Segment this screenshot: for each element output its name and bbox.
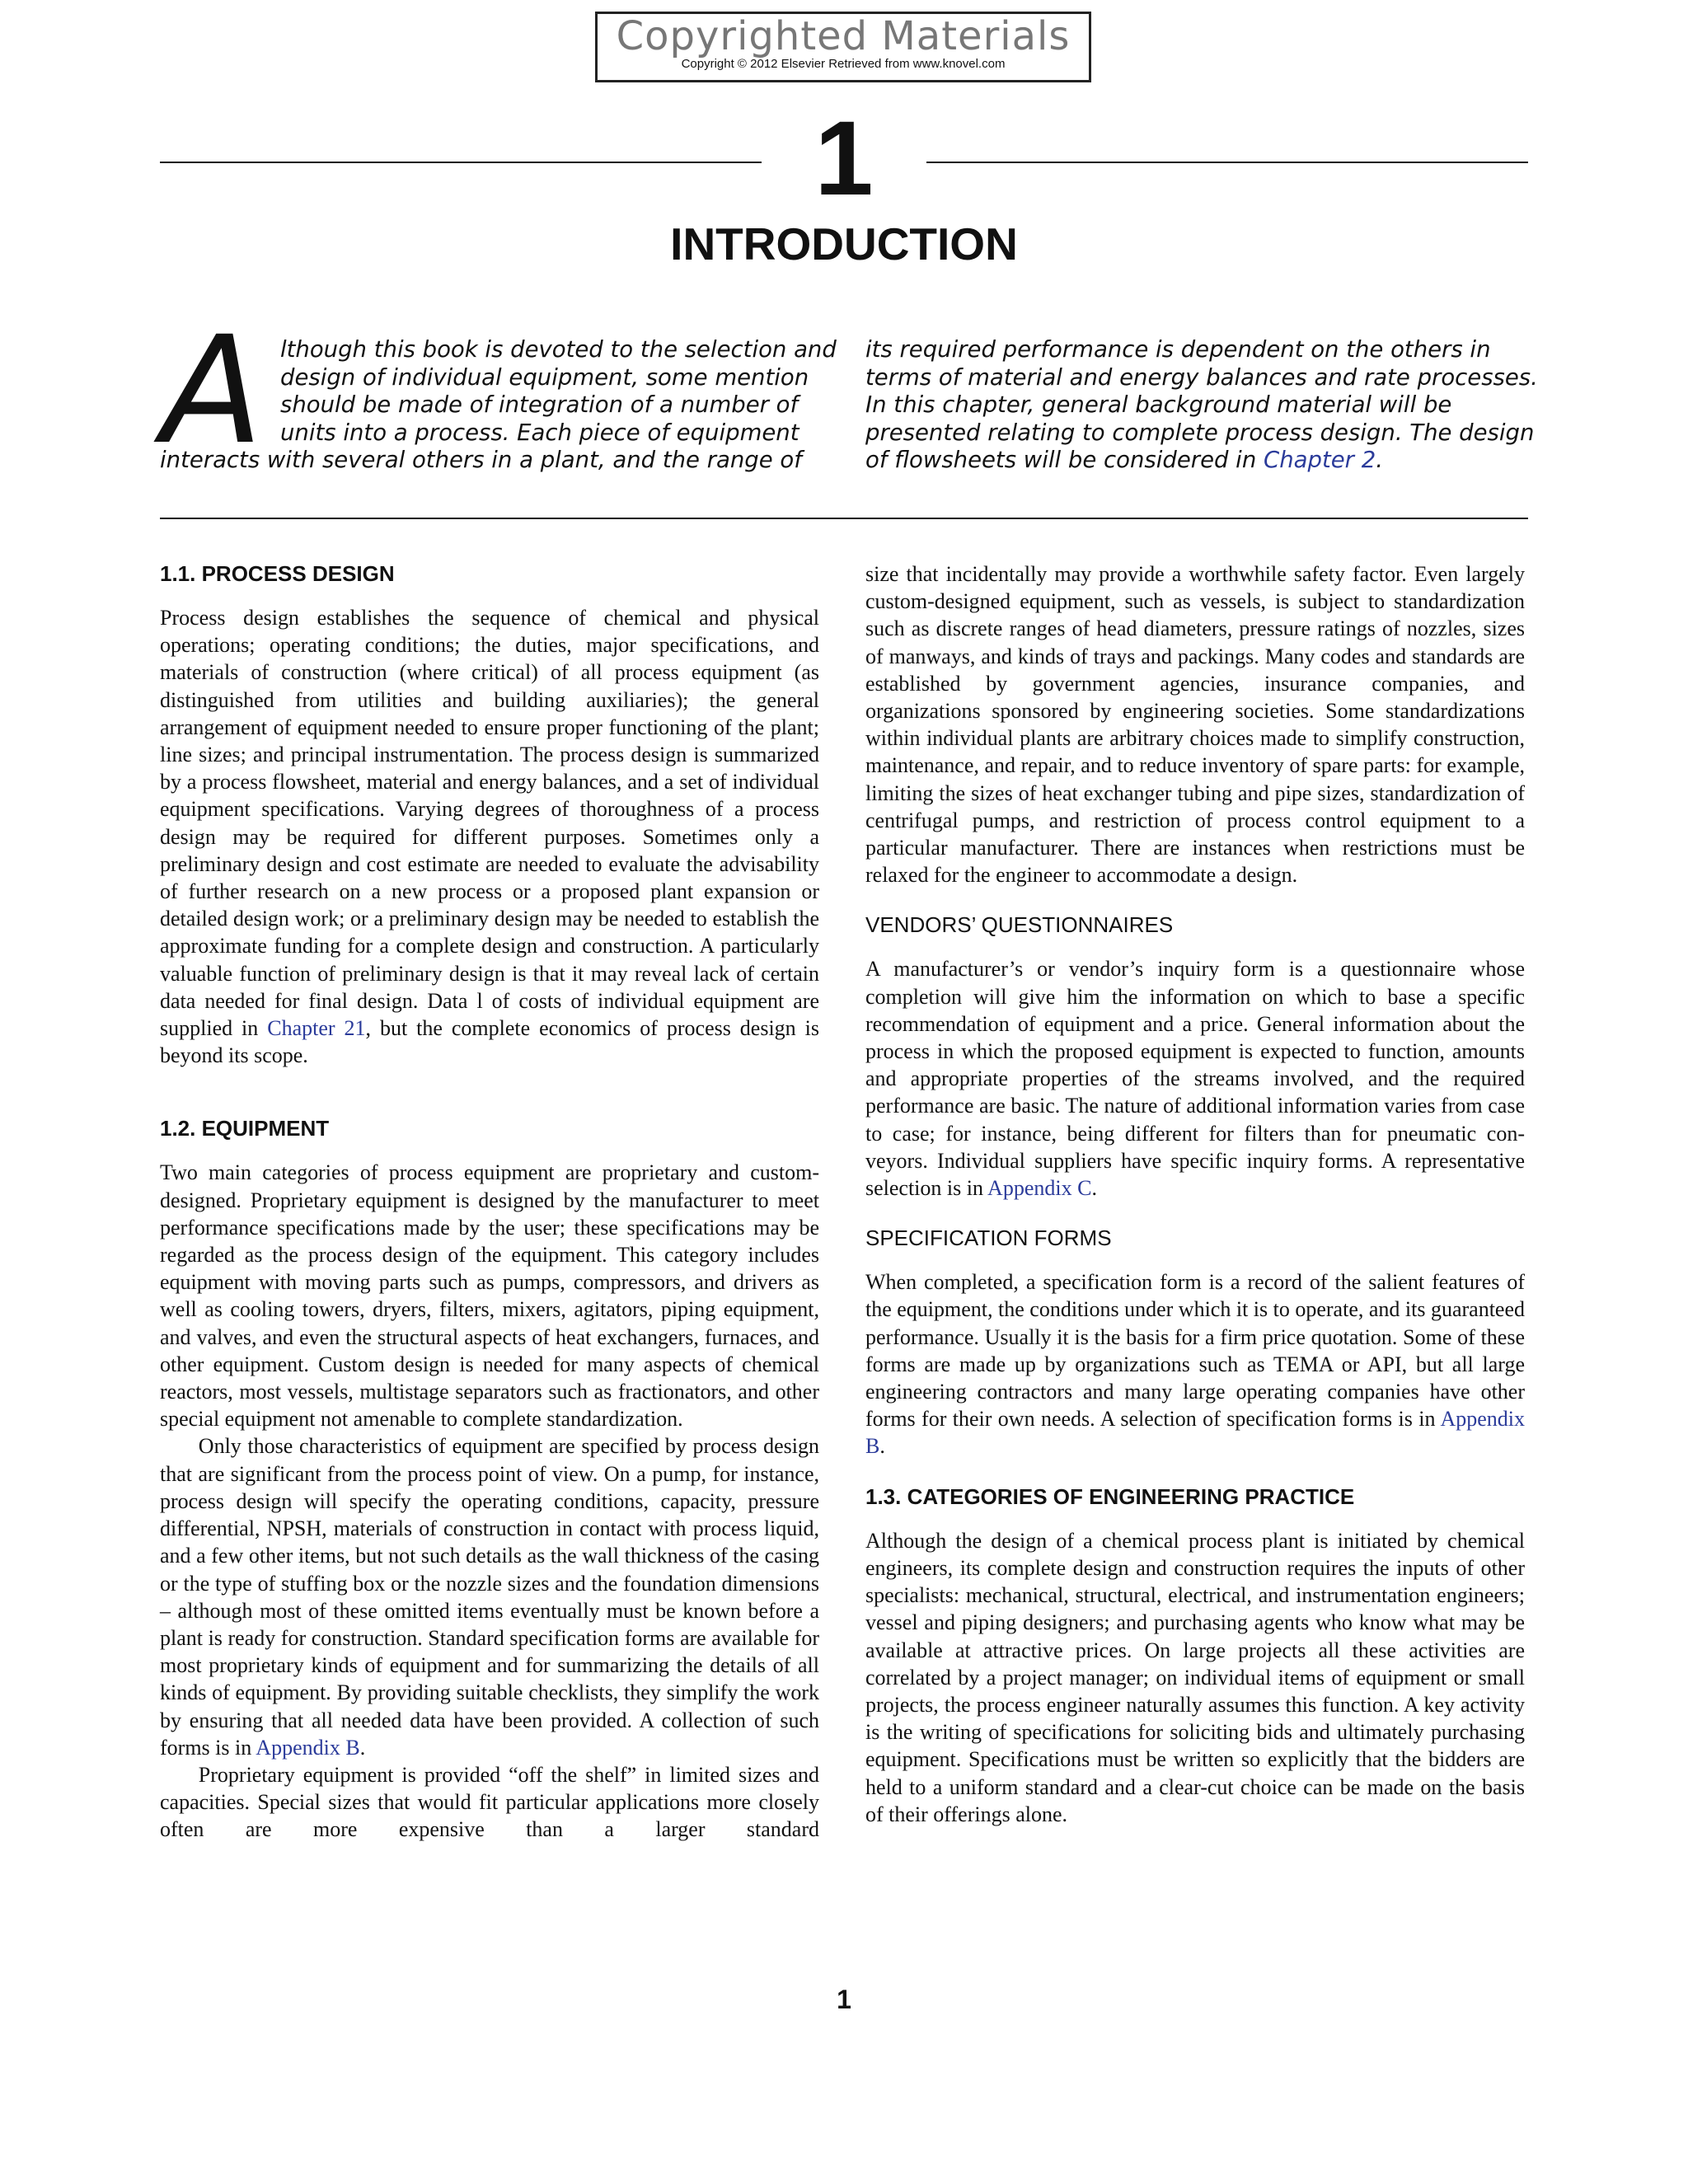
right-column [865, 560, 1525, 1828]
paragraph [865, 1268, 1525, 1460]
page-number: 1 [837, 1985, 851, 2014]
chapter-21-link[interactable]: Chapter 21 [267, 1016, 366, 1041]
text: . [1091, 1176, 1097, 1201]
intro-line: units into a process. Each piece of equipment [280, 419, 799, 446]
chapter-rule-left [160, 162, 762, 163]
intro-line: presented relating to complete process design. The design [865, 419, 1535, 446]
paragraph [865, 955, 1525, 1202]
chapter-rule-right [926, 162, 1528, 163]
paragraph: Proprietary equipment is provided “off the shelf” in limited sizes and capacities. Special sizes that would fit particular applications more closely often are more expensive than a larger standard [160, 1762, 819, 1842]
watermark-title: Copyrighted Materials [616, 13, 1071, 59]
text: Only those characteristics of equipment are specified by process design that are significant from the process point of view. On a pump, for instance, process design will specify the operating conditions, capacity, pressure differential, NPSH, materials of construction in contact with process liquid, and a few other items, but not such details as the wall thickness of the casing or the type of stuffing box or the nozzle sizes and the foundation dimensions – although most of these omitted items eventually must be known before a plant is ready for construction. Standard specification forms are available for most proprietary kinds of equipment and for summarizing the details of all kinds of equipment. By providing suitable checklists, they simplify the work by ensuring that all needed data have been provided. A collection of such forms is in [160, 1434, 819, 1760]
intro-left [160, 336, 848, 475]
watermark-subtitle: Copyright © 2012 Elsevier Retrieved from www.knovel.com [681, 57, 1006, 71]
appendix-b-link[interactable]: Appendix B [865, 1407, 1525, 1459]
section-heading-process-design: 1.1. PROCESS DESIGN [160, 561, 395, 586]
text: Process design establishes the sequence of chemical and physical operations; operating conditions; the duties, major specifications, and materials of construction (where critical) of all process equipment (as distinguished from utilities and building auxiliaries); the general arrangement of equipment needed to ensure proper functioning of the plant; line sizes; and principal instrumentation. The process design is summarized by a process flowsheet, material and energy balances, and a set of individual equipment specifications. Varying degrees of thoroughness of a process design may be required for different purposes. Sometimes only a preliminary design and cost estimate are needed to evaluate the advisability of further research on a new process or a proposed plant expansion or detailed design work; or a preliminary design may be needed to establish the approximate funding for a complete design and construction. A particularly valuable function of preliminary design is that it may reveal lack of certain data needed for final design. Data l of costs of individual equipment are supplied in [160, 606, 819, 1041]
appendix-b-link[interactable]: Appendix B [256, 1735, 360, 1760]
intro-line: lthough this book is devoted to the selection and [280, 336, 837, 363]
appendix-c-link[interactable]: Appendix C [987, 1176, 1092, 1201]
text: A manufacturer’s or vendor’s inquiry form is a questionnaire whose completion will give him the information on which to base a specific recommendation of equipment and a price. General information about the process in which the proposed equipment is expected to function, amounts and appropriate properties of the streams involved, and the required performance are basic. The nature of additional information varies from case to case; for instance, being different for filters than for pneumatic conveyors. Individual suppliers have specific inquiry forms. A representative selection is in [865, 957, 1525, 1201]
intro-line: In this chapter, general background material will be [865, 391, 1452, 418]
paragraph: Although the design of a chemical process plant is initiated by chemical engineers, its complete design and construction requires the inputs of other specialists: mechanical, structural, electrical, and instrumentation engineers; vessel and piping designers; and purchasing agents who know what may be available at attractive prices. On large projects all these activities are correlated by a project manager; on individual items of equipment or small projects, the process engineer naturally assumes this function. A key activity is the writing of specifications for soliciting bids and ultimately purchasing equipment. Specifications must be written so explicitly that the bidders are held to a uniform standard and a clear-cut choice can be made on the basis of their offerings alone. [865, 1528, 1525, 1826]
text: . [359, 1735, 366, 1760]
intro-text: of flowsheets will be considered in [865, 447, 1264, 473]
chapter-2-link[interactable]: Chapter 2 [1264, 447, 1376, 473]
drop-cap: A [162, 305, 264, 477]
chapter-title: INTRODUCTION [670, 218, 1018, 269]
intro-line: terms of material and energy balances and rate processes. [865, 363, 1538, 391]
paragraph [160, 604, 819, 1069]
intro-line: should be made of integration of a number of [280, 391, 799, 418]
section-heading-categories: 1.3. CATEGORIES OF ENGINEERING PRACTICE [865, 1483, 1355, 1509]
text: When completed, a specification form is a record of the salient features of the equipment, the conditions under which it is to operate, and its guaranteed performance. Usually it is the basis for a firm price quotation. Some of these forms are made up by organizations such as TEMA or API, but all large engineering contractors and many large operating companies have other forms for their own needs. A selection of specification forms is in [865, 1270, 1526, 1432]
intro-line: interacts with several others in a plant, and the range of [160, 447, 802, 473]
intro-line: design of individual equipment, some mention [280, 363, 809, 391]
paragraph: size that incidentally may provide a worthwhile safety factor. Even largely custom-designed equipment, such as vessels, is subject to standardization such as discrete ranges of head diameters, pressure ratings of nozzles, sizes of manways, and kinds of trays and packings. Many codes and standards are established by government agencies, insurance companies, and organizations sponsored by engineering societies. Some standardizations within individual plants are arbitrary choices made to simplify construction, maintenance, and repair, and to reduce inventory of spare parts: for example, limiting the sizes of heat exchanger tubing and pipe sizes, standardization of centrifugal pumps, and restriction of process control equipment to a particular manufacturer. There are instances when restrictions must be relaxed for the engineer to accommodate a design. [865, 562, 1525, 888]
chapter-number: 1 [814, 100, 874, 218]
intro-line: its required performance is dependent on the others in [865, 336, 1491, 363]
subheading-specification-forms: SPECIFICATION FORMS [865, 1226, 1112, 1251]
intro-bottom-rule [160, 518, 1528, 519]
paragraph: Two main categories of process equipment are proprietary and custom-designed. Proprietary equipment is designed by the manufacturer to meet performance specifications made by the user; these specifications may be regarded as the process design of the equipment. This category includes equipment with moving parts such as pumps, compressors, and drivers as well as cooling towers, dryers, filters, mixers, agitators, piping equipment, and valves, and even the structural aspects of heat exchangers, furnaces, and other equipment. Custom design is needed for many aspects of chemical reactors, most vessels, multistage separators such as fractionators, and other special equipment not amenable to complete standardization. [160, 1160, 819, 1432]
section-heading-equipment: 1.2. EQUIPMENT [160, 1116, 330, 1141]
left-column [160, 560, 819, 1844]
text: . [879, 1434, 885, 1459]
intro-text: . [1376, 447, 1383, 473]
text: , but the complete economics of process design is beyond its scope. [160, 1016, 819, 1068]
copyright-watermark [595, 12, 1091, 82]
intro-right [865, 336, 1554, 475]
paragraph [160, 1432, 819, 1760]
intro-line [865, 447, 1554, 475]
subheading-vendors-questionnaires: VENDORS’ QUESTIONNAIRES [865, 912, 1174, 938]
